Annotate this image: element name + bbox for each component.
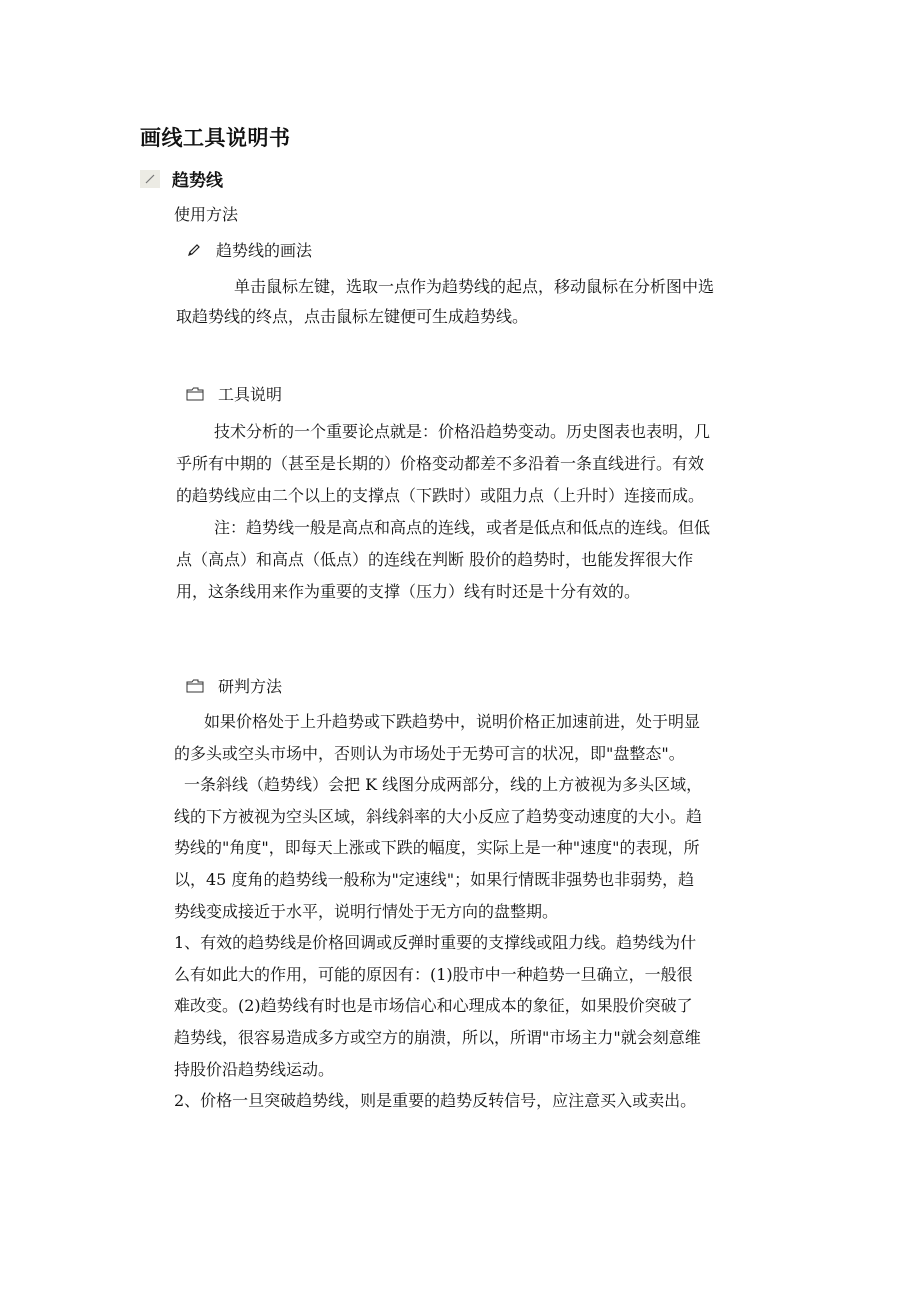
section-label: 趋势线 xyxy=(172,171,223,191)
pencil-icon xyxy=(186,242,202,258)
subheading-drawing-label: 趋势线的画法 xyxy=(216,241,313,260)
judge-paragraph xyxy=(174,706,702,1117)
subheading-tool-desc xyxy=(186,382,282,405)
slash-line-icon xyxy=(140,170,160,188)
text-line: 趋势线，很容易造成多方或空方的崩溃，所以，所谓"市场主力"就会刻意维 xyxy=(174,1027,701,1047)
drawing-paragraph xyxy=(176,272,796,332)
text-line: 的多头或空头市场中，否则认为市场处于无势可言的状况，即"盘整态"。 xyxy=(174,743,685,763)
text-line: 一条斜线（趋势线）会把 K 线图分成两部分，线的上方被视为多头区域， xyxy=(184,775,703,795)
text-line: 持股价沿趋势线运动。 xyxy=(174,1059,335,1079)
text-line: 以，45 度角的趋势线一般称为"定速线"；如果行情既非强势也非弱势，趋 xyxy=(174,869,695,889)
text-line: 点（高点）和高点（低点）的连线在判断 股价的趋势时，也能发挥很大作 xyxy=(176,550,694,569)
text-line: 技术分析的一个重要论点就是：价格沿趋势变动。历史图表也表明，几 xyxy=(214,422,711,441)
text-line: 难改变。(2)趋势线有时也是市场信心和心理成本的象征，如果股价突破了 xyxy=(174,996,693,1016)
text-line: 的趋势线应由二个以上的支撑点（下跌时）或阻力点（上升时）连接而成。 xyxy=(176,486,705,505)
text-line: 如果价格处于上升趋势或下跌趋势中，说明价格正加速前进，处于明显 xyxy=(204,712,701,731)
text-line: 单击鼠标左键，选取一点作为趋势线的起点，移动鼠标在分析图中选 xyxy=(234,277,715,296)
document-title: 画线工具说明书 xyxy=(140,126,291,150)
text-line: 么有如此大的作用，可能的原因有：(1)股市中一种趋势一旦确立，一般很 xyxy=(174,964,693,984)
subheading-tool-desc-label: 工具说明 xyxy=(218,385,283,404)
text-line: 用，这条线用来作为重要的支撑（压力）线有时还是十分有效的。 xyxy=(176,582,641,601)
text-line: 取趋势线的终点，点击鼠标左键便可生成趋势线。 xyxy=(176,307,529,326)
text-line: 2、价格一旦突破趋势线，则是重要的趋势反转信号，应注意买入或卖出。 xyxy=(174,1091,697,1111)
folder-icon xyxy=(186,387,204,401)
text-line: 势线变成接近于水平，说明行情处于无方向的盘整期。 xyxy=(174,901,559,921)
subheading-drawing xyxy=(186,238,312,261)
subheading-judge-label: 研判方法 xyxy=(218,677,283,696)
text-line: 乎所有中期的（甚至是长期的）价格变动都差不多沿着一条直线进行。有效 xyxy=(176,454,705,473)
text-line: 注：趋势线一般是高点和高点的连线，或者是低点和低点的连线。但低 xyxy=(214,518,711,537)
section-heading-trendline xyxy=(140,166,223,191)
text-line: 1、有效的趋势线是价格回调或反弹时重要的支撑线或阻力线。趋势线为什 xyxy=(174,933,697,953)
text-line: 线的下方被视为空头区域，斜线斜率的大小反应了趋势变动速度的大小。趋 xyxy=(174,806,703,826)
usage-label: 使用方法 xyxy=(174,205,239,224)
tool-desc-paragraph xyxy=(176,416,816,608)
text-line: 势线的"角度"，即每天上涨或下跌的幅度，实际上是一种"速度"的表现，所 xyxy=(174,838,700,858)
folder-icon xyxy=(186,679,204,693)
subheading-judge xyxy=(186,674,282,697)
